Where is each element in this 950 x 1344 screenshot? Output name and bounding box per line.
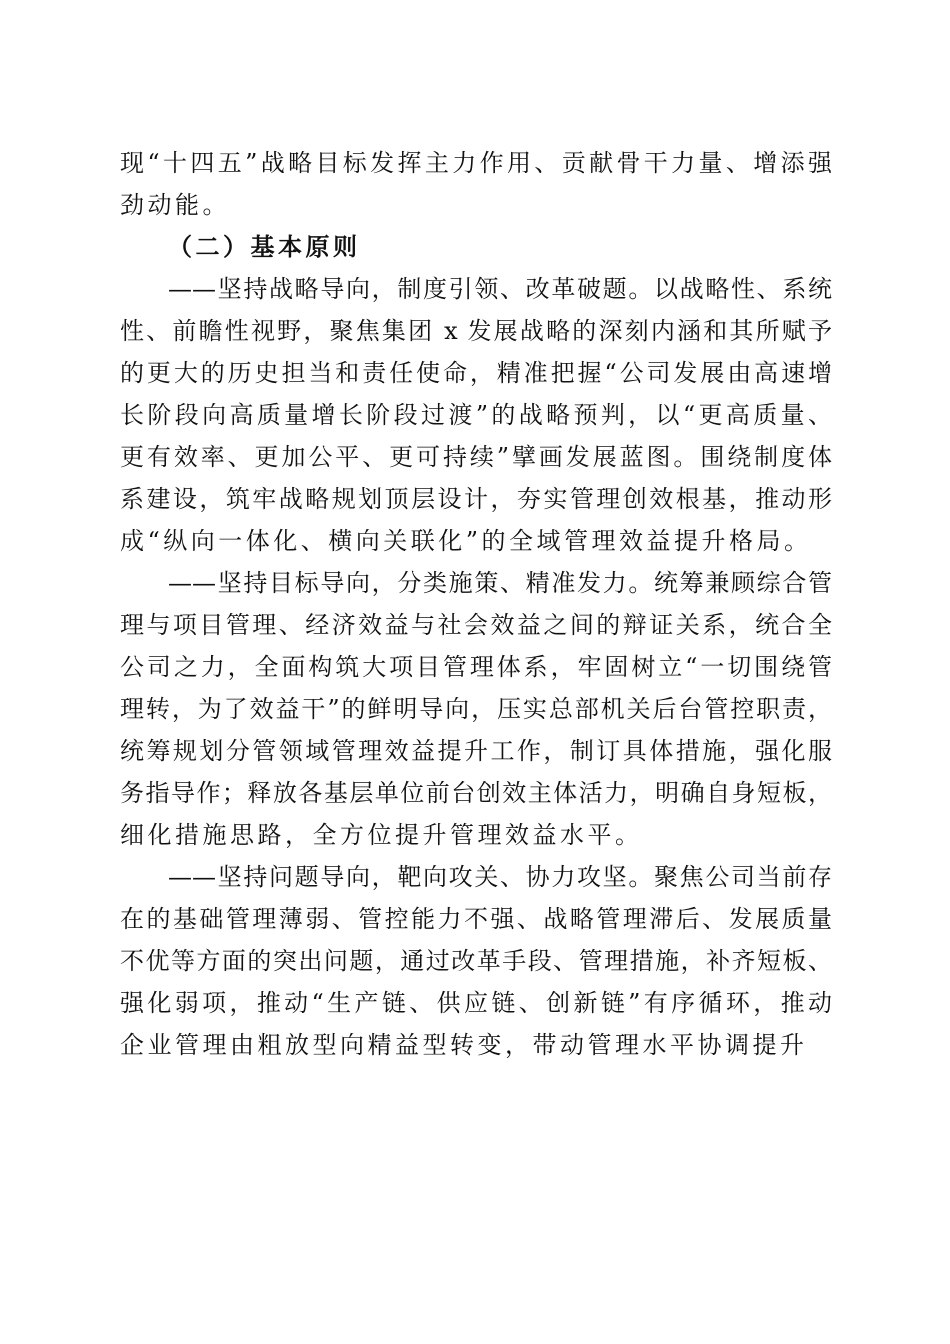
text-line: 更有效率、更加公平、更可持续”擘画发展蓝图。围绕制度体 — [120, 443, 832, 471]
document-body — [120, 142, 832, 1066]
text-line: ——坚持战略导向，制度引领、改革破题。以战略性、系统 — [168, 275, 832, 303]
text-line: 企业管理由粗放型向精益型转变，带动管理水平协调提升 — [120, 1031, 808, 1059]
text-line: 细化措施思路，全方位提升管理效益水平。 — [120, 821, 643, 849]
paragraph-intro — [120, 142, 832, 226]
section-heading: （二）基本原则 — [168, 233, 361, 261]
text-line: 劲动能。 — [120, 191, 230, 219]
paragraph-strategy — [120, 268, 832, 562]
text-line: 理转，为了效益干”的鲜明导向，压实总部机关后台管控职责， — [120, 695, 832, 723]
paragraph-problem — [120, 856, 832, 1066]
text-line: 的更大的历史担当和责任使命，精准把握“公司发展由高速增 — [120, 359, 832, 387]
text-line: ——坚持问题导向，靶向攻关、协力攻坚。聚焦公司当前存 — [168, 863, 832, 891]
text-line: 长阶段向高质量增长阶段过渡”的战略预判，以“更高质量、 — [120, 401, 832, 429]
text-line: 统筹规划分管领域管理效益提升工作，制订具体措施，强化服 — [120, 737, 832, 765]
text-line: 理与项目管理、经济效益与社会效益之间的辩证关系，统合全 — [120, 611, 832, 639]
text-line: 公司之力，全面构筑大项目管理体系，牢固树立“一切围绕管 — [120, 653, 832, 681]
text-line: ——坚持目标导向，分类施策、精准发力。统筹兼顾综合管 — [168, 569, 832, 597]
text-line: 务指导作；释放各基层单位前台创效主体活力，明确自身短板， — [120, 779, 832, 807]
text-line: 不优等方面的突出问题，通过改革手段、管理措施，补齐短板、 — [120, 947, 832, 975]
text-line: 成“纵向一体化、横向关联化”的全域管理效益提升格局。 — [120, 527, 812, 555]
paragraph-target — [120, 562, 832, 856]
text-line: 系建设，筑牢战略规划顶层设计，夯实管理创效根基，推动形 — [120, 485, 832, 513]
text-line: 在的基础管理薄弱、管控能力不强、战略管理滞后、发展质量 — [120, 905, 832, 933]
text-line: 性、前瞻性视野，聚焦集团 x 发展战略的深刻内涵和其所赋予 — [120, 317, 832, 345]
text-line: 强化弱项，推动“生产链、供应链、创新链”有序循环，推动 — [120, 989, 832, 1017]
text-line: 现“十四五”战略目标发挥主力作用、贡献骨干力量、增添强 — [120, 149, 832, 177]
